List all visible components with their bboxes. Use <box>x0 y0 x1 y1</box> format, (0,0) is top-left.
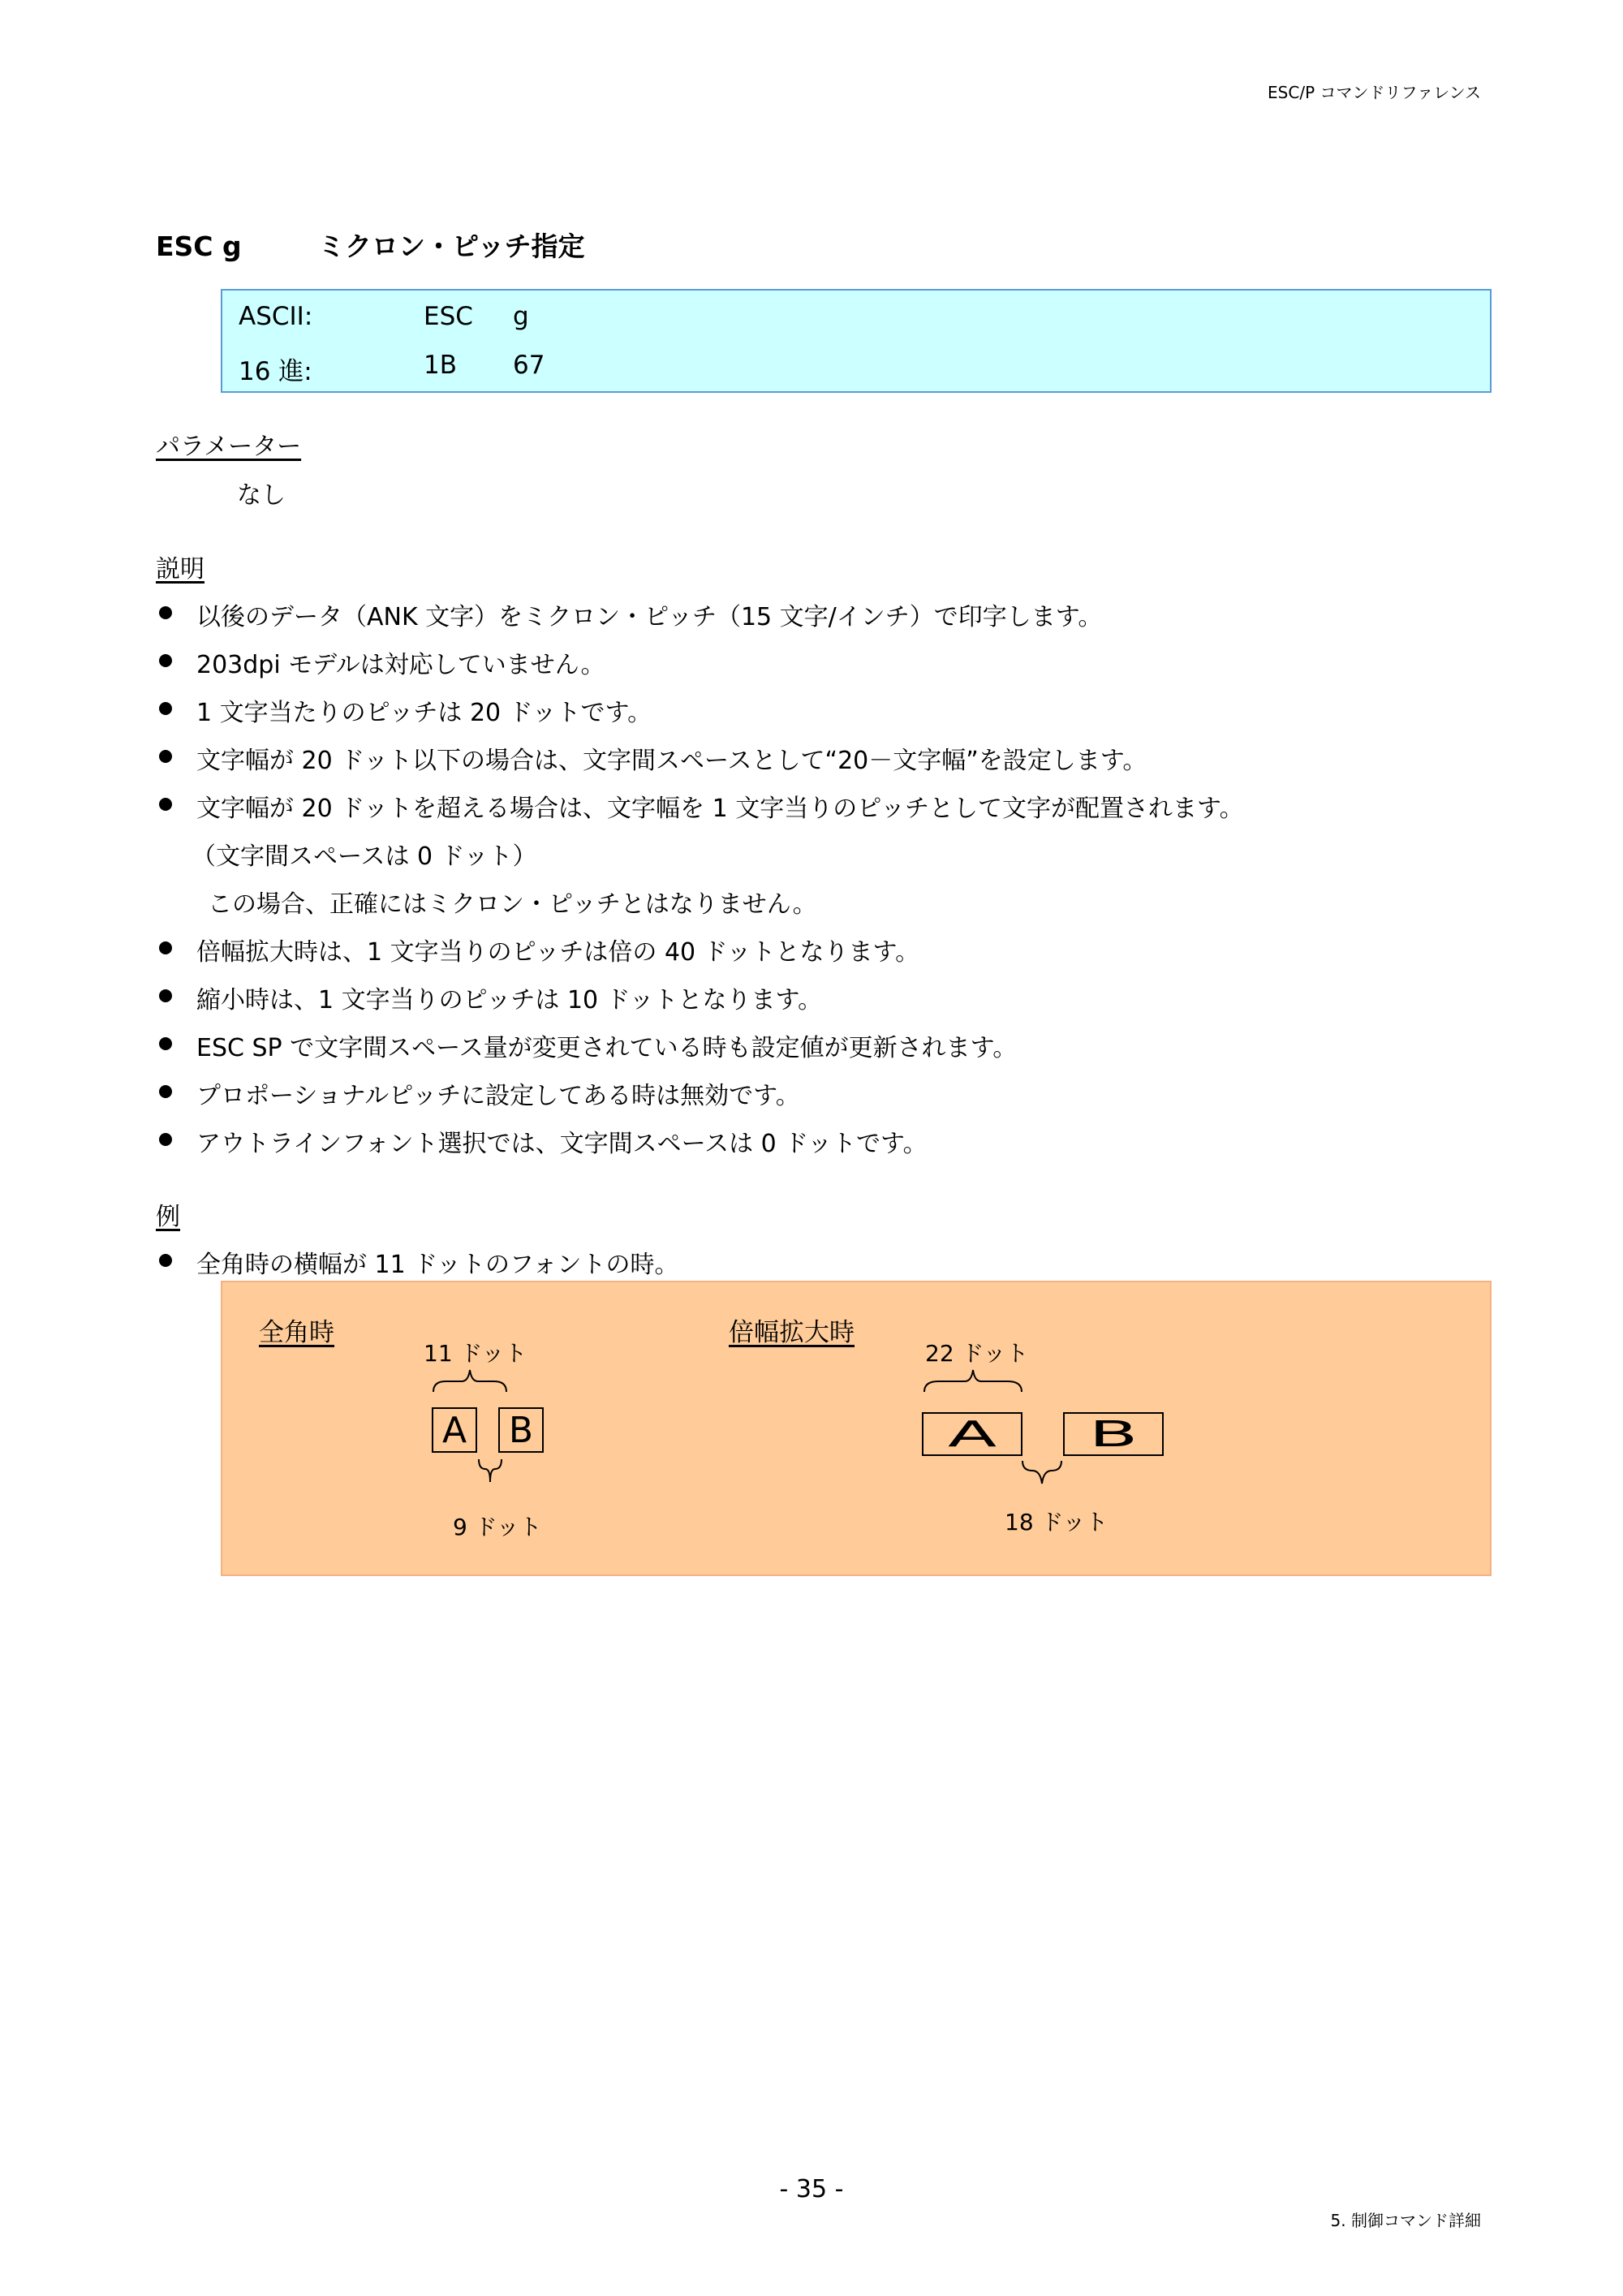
example-figure <box>221 1281 1492 1576</box>
hex-value-2: 67 <box>513 351 545 380</box>
char-box-b: B <box>498 1407 544 1453</box>
double-width-gap-label: 18 ドット <box>1005 1509 1109 1536</box>
double-width-char-width-label: 22 ドット <box>925 1340 1029 1367</box>
char-box-b-wide: B <box>1063 1412 1164 1456</box>
title-command: ESC g <box>156 230 242 262</box>
footer-section: 5. 制御コマンド詳細 <box>1330 2211 1481 2230</box>
top-brace-icon <box>920 1363 1026 1396</box>
bullet-icon <box>159 702 172 715</box>
continuation-line: （文字間スペースは 0 ドット） <box>192 842 537 871</box>
page-number: - 35 - <box>779 2175 844 2203</box>
top-brace-icon <box>429 1363 510 1396</box>
parameters-text: なし <box>237 481 286 510</box>
double-width-label: 倍幅拡大時 <box>729 1318 855 1347</box>
ascii-value-2: g <box>513 302 529 331</box>
ascii-label: ASCII: <box>239 302 313 331</box>
fullwidth-gap-label: 9 ドット <box>453 1514 542 1540</box>
page-title <box>156 226 585 264</box>
bullet-icon <box>159 1133 172 1146</box>
ascii-value-1: ESC <box>424 302 473 331</box>
continuation-line: この場合、正確にはミクロン・ピッチとはなりません。 <box>208 890 817 919</box>
hex-label: 16 進: <box>239 357 312 386</box>
bullet-icon <box>159 654 172 667</box>
bullet-icon <box>159 798 172 811</box>
bullet-icon <box>159 1037 172 1050</box>
example-heading: 例 <box>156 1203 180 1231</box>
bullet-icon <box>159 1254 172 1267</box>
bullet-icon <box>159 941 172 954</box>
command-box <box>221 289 1492 393</box>
hex-value-1: 1B <box>424 351 457 380</box>
gap-brace-icon <box>474 1456 506 1488</box>
fullwidth-char-width-label: 11 ドット <box>424 1340 527 1367</box>
description-heading: 説明 <box>156 555 204 584</box>
running-header: ESC/P コマンドリファレンス <box>1268 83 1481 102</box>
bullet-icon <box>159 1085 172 1098</box>
parameters-heading: パラメーター <box>156 433 302 461</box>
char-box-a: A <box>432 1407 477 1453</box>
bullet-icon <box>159 606 172 619</box>
char-box-a-wide: A <box>922 1412 1022 1456</box>
fullwidth-label: 全角時 <box>259 1318 334 1347</box>
gap-brace-icon <box>1018 1458 1066 1490</box>
title-name: ミクロン・ピッチ指定 <box>318 230 585 262</box>
bullet-icon <box>159 989 172 1002</box>
bullet-icon <box>159 750 172 763</box>
